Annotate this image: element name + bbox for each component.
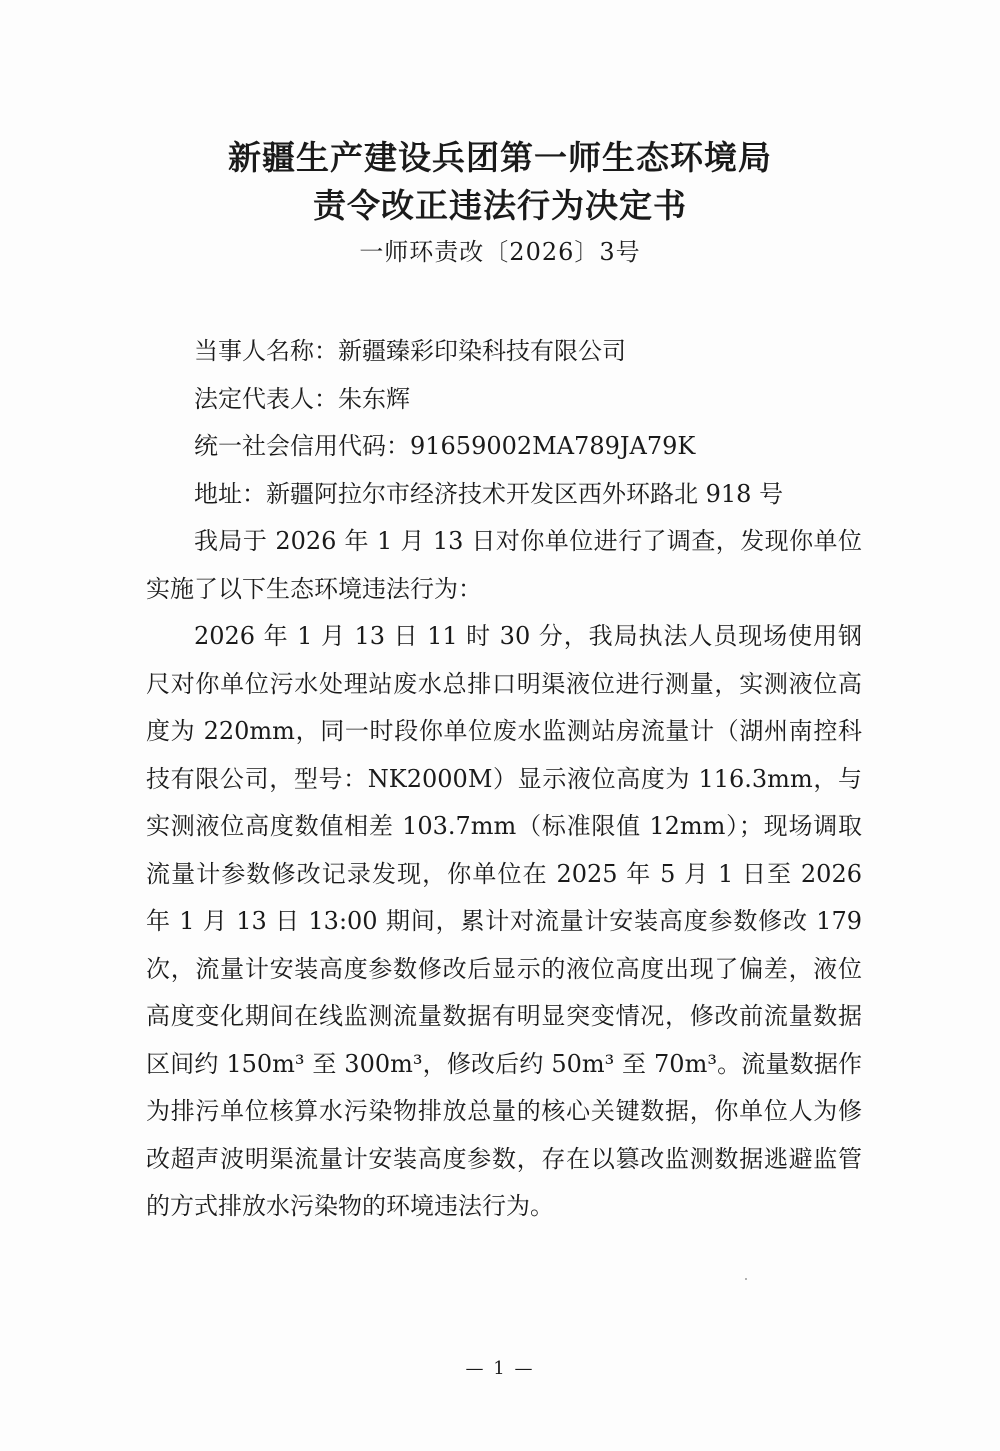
party-name: 当事人名称：新疆臻彩印染科技有限公司 [194,337,626,365]
document-number: 一师环责改〔2026〕3号 [359,238,641,266]
page-number: — 1 — [465,1358,535,1379]
document-title-line-2: 责令改正违法行为决定书 [313,186,687,225]
credit-code: 统一社会信用代码：91659002MA789JA79K [194,432,696,460]
violation-details-paragraph: 2026 年 1 月 13 日 11 时 30 分，我局执法人员现场使用钢尺对你单位污水处理站废水总排口明渠液位进行测量，实测液位高度为 220mm，同一时段你单位废水监测站房流量计（湖州南控科技有限公司，型号：NK2000M）显示液位高度为 116.3mm，与实测液位高度数值相差 103.7mm（标准限值 12mm）；现场调取流量计参数修改记录发现，你单位在 2025 年 5 月 1 日至 2026 年 1 月 13 日 13:00 期间，累计对流量计安装高度参数修改 179 次，流量计安装高度参数修改后显示的液位高度出现了偏差，液位高度变化期间在线监测流量数据有明显突变情况，修改前流量数据区间约 150m³ 至 300m³，修改后约 50m³ 至 70m³。流量数据作为排污单位核算水污染物排放总量的核心关键数据，你单位人为修改超声波明渠流量计安装高度参数，存在以篡改监测数据逃避监管的方式排放水污染物的环境违法行为。 [146,622,862,1220]
document-body [146,328,862,1231]
party-address: 地址：新疆阿拉尔市经济技术开发区西外环路北 918 号 [194,479,784,508]
scan-speck [745,1278,747,1280]
document-title-line-1: 新疆生产建设兵团第一师生态环境局 [228,138,772,177]
legal-representative: 法定代表人：朱东辉 [194,384,410,413]
investigation-paragraph: 我局于 2026 年 1 月 13 日对你单位进行了调查，发现你单位实施了以下生态环境违法行为： [146,527,862,603]
